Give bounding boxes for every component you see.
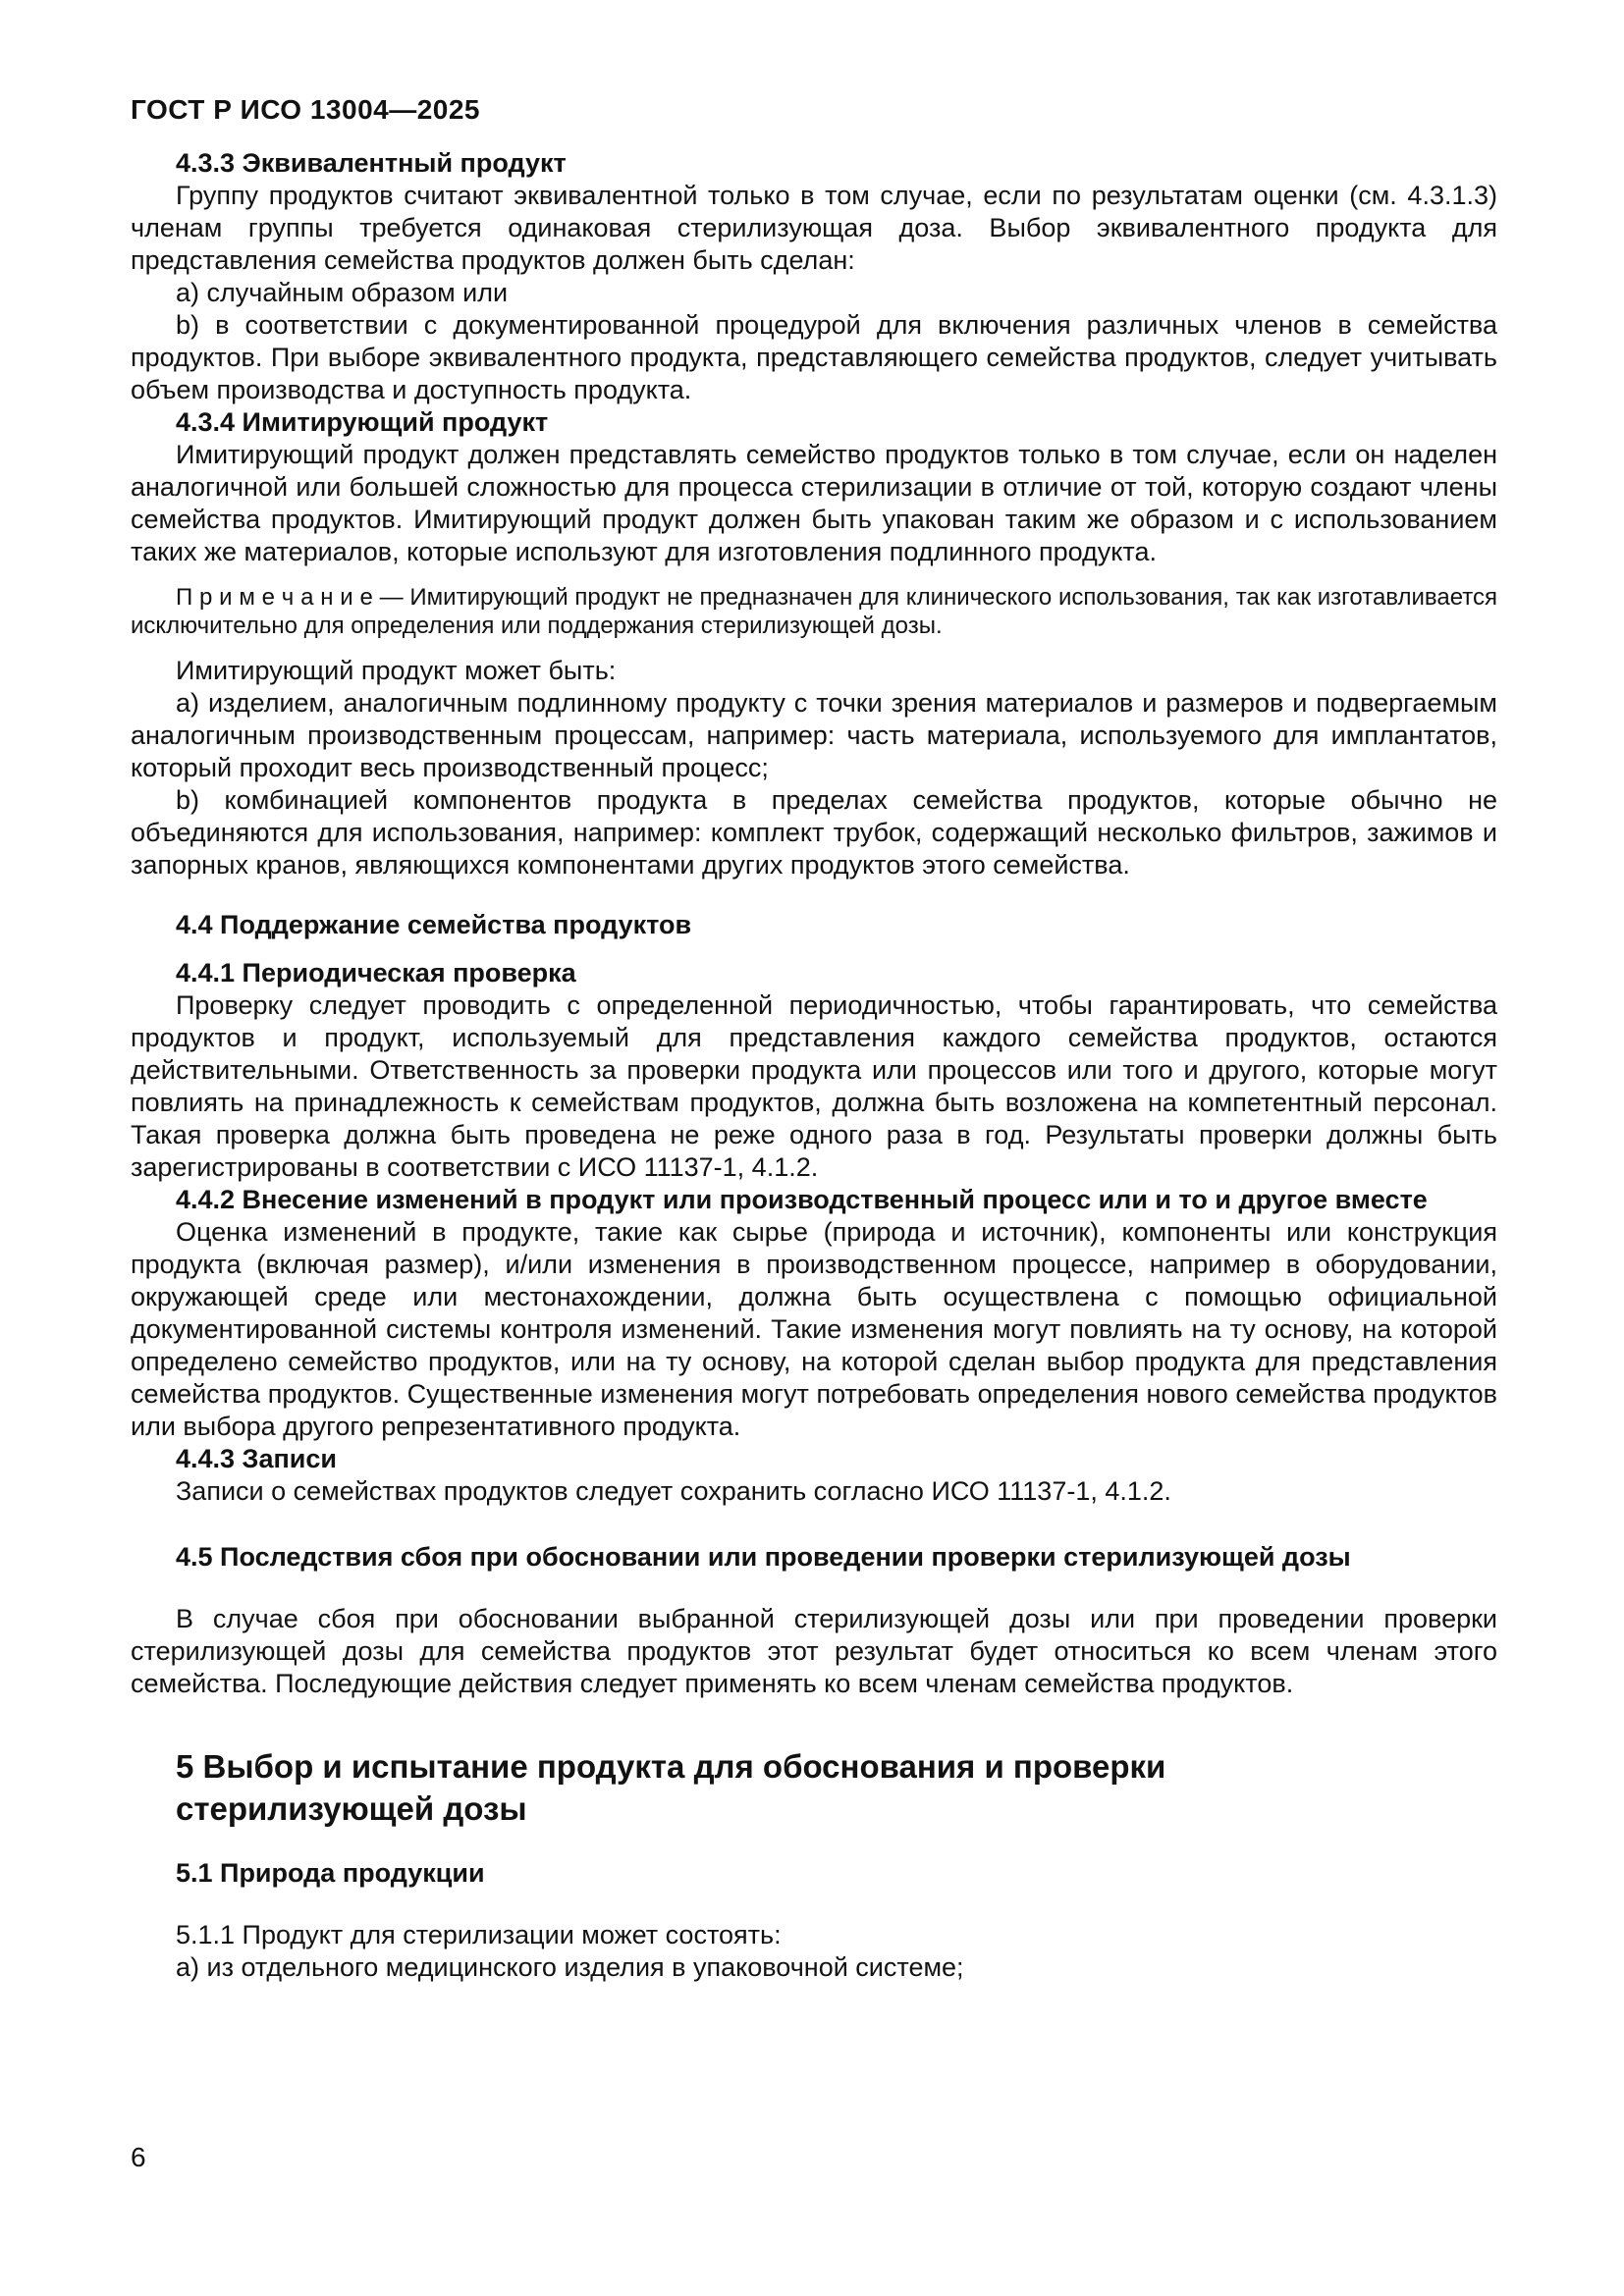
note: П р и м е ч а н и е — Имитирующий продукт не предназначен для клинического использования, так как изготавливается исключительно для определения или поддержания стерилизующей дозы.: [131, 584, 1497, 639]
heading-4-3-3: 4.3.3 Эквивалентный продукт: [176, 148, 567, 178]
list-item-b: b) комбинацией компонентов продукта в пределах семейства продуктов, которые обычно не объединяются для использования, например: комплект трубок, содержащий несколько фильтров, зажимов и запорных кранов, являющихся компонентами других продуктов этого семейства.: [131, 785, 1497, 880]
document-header: ГОСТ Р ИСО 13004—2025: [131, 94, 481, 125]
paragraph: Проверку следует проводить с определенной периодичностью, чтобы гарантировать, что семейства продуктов и продукт, используемый для представления каждого семейства продуктов, остаются действительными. Ответственность за проверки продукта или процессов или того и другого, которые могут повлиять на принадлежность к семействам продуктов, должна быть возложена на компетентный персонал. Такая проверка должна быть проведена не реже одного раза в год. Результаты проверки должны быть зарегистрированы в соответствии с ИСО 11137-1, 4.1.2.: [131, 990, 1497, 1182]
list-item-b: b) в соответствии с документированной процедурой для включения различных членов в семейства продуктов. При выборе эквивалентного продукта, представляющего семейства продуктов, следует учитывать объем производства и доступность продукта.: [131, 310, 1497, 404]
paragraph: Группу продуктов считают эквивалентной только в том случае, если по результатам оценки (см. 4.3.1.3) членам группы требуется одинаковая стерилизующая доза. Выбор эквивалентного продукта для представления семейства продуктов должен быть сделан:: [131, 181, 1497, 275]
heading-4-4-2: 4.4.2 Внесение изменений в продукт или производственный процесс или и то и другое вместе: [176, 1185, 1428, 1214]
list-item-a: а) случайным образом или: [176, 278, 509, 307]
paragraph: Оценка изменений в продукте, такие как сырье (природа и источник), компоненты или конструкция продукта (включая размер), и/или изменения в производственном процессе, например в оборудовании, окружающей среде или местонахождении, должна быть осуществлена с помощью официальной документированной системы контроля изменений. Такие изменения могут повлиять на ту основу, на которой определено семейство продуктов, или на ту основу, на которой сделан выбор продукта для представления семейства продуктов. Существенные изменения могут потребовать определения нового семейства продуктов или выбора другого репрезентативного продукта.: [131, 1217, 1497, 1441]
paragraph: 5.1.1 Продукт для стерилизации может состоять:: [176, 1920, 782, 1949]
heading-4-4-1: 4.4.1 Периодическая проверка: [176, 958, 576, 988]
heading-4-4-3: 4.4.3 Записи: [176, 1444, 338, 1473]
heading-5-1: 5.1 Природа продукции: [176, 1858, 485, 1888]
heading-4-5: 4.5 Последствия сбоя при обосновании или проведении проверки стерилизующей дозы: [176, 1542, 1351, 1572]
heading-4-3-4: 4.3.4 Имитирующий продукт: [176, 407, 549, 437]
list-item-a: а) из отдельного медицинского изделия в упаковочной системе;: [176, 1952, 964, 1982]
chapter-heading-5: 5 Выбор и испытание продукта для обоснования и проверки стерилизующей дозы: [176, 1748, 1166, 1827]
document-body: [131, 147, 1497, 1984]
paragraph: Записи о семействах продуктов следует сохранить согласно ИСО 11137-1, 4.1.2.: [176, 1476, 1171, 1506]
list-item-a: а) изделием, аналогичным подлинному продукту с точки зрения материалов и размеров и подвергаемым аналогичным производственным процессам, например: часть материала, используемого для имплантатов, который проходит весь производственный процесс;: [131, 688, 1497, 782]
paragraph: В случае сбоя при обосновании выбранной стерилизующей дозы или при проведении проверки стерилизующей дозы для семейства продуктов этот результат будет относиться ко всем членам этого семейства. Последующие действия следует применять ко всем членам семейства продуктов.: [131, 1604, 1497, 1698]
heading-4-4: 4.4 Поддержание семейства продуктов: [176, 910, 692, 939]
paragraph: Имитирующий продукт должен представлять семейство продуктов только в том случае, если он наделен аналогичной или большей сложностью для процесса стерилизации в отличие от той, которую создают члены семейства продуктов. Имитирующий продукт должен быть упакован таким же образом и с использованием таких же материалов, которые используют для изготовления подлинного продукта.: [131, 440, 1497, 566]
page-number: 6: [131, 2142, 146, 2172]
paragraph: Имитирующий продукт может быть:: [176, 656, 617, 685]
